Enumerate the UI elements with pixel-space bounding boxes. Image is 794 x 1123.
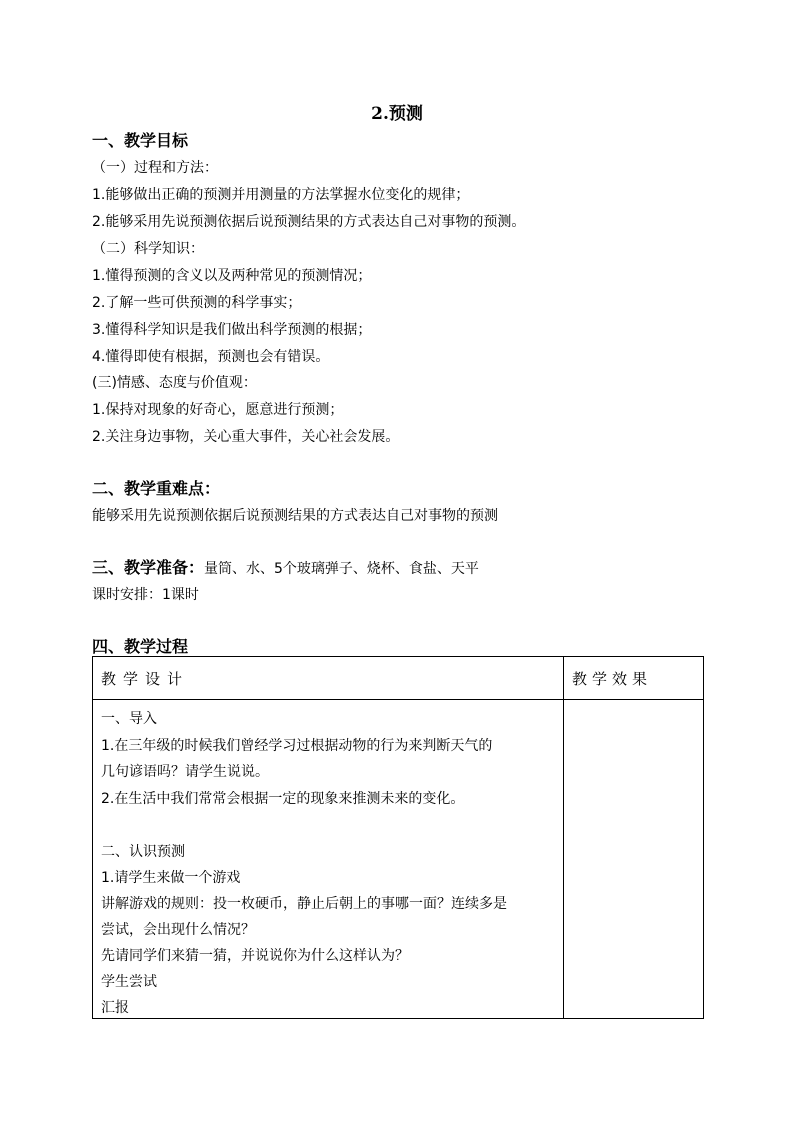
header-effect-label: 教学效果	[572, 670, 653, 688]
objectives-sub-knowledge: （二）科学知识：	[92, 241, 204, 257]
objectives-item: 2.能够采用先说预测依据后说预测结果的方式表达自己对事物的预测。	[92, 214, 526, 230]
design-line: 一、导入	[101, 711, 157, 727]
table-row	[93, 700, 704, 1019]
objectives-sub-attitude: (三)情感、态度与价值观：	[92, 375, 257, 391]
design-line: 1.在三年级的时候我们曾经学习过根据动物的行为来判断天气的	[101, 738, 493, 754]
section-process-heading: 四、教学过程	[92, 637, 189, 656]
design-line: 先请同学们来猜一猜，并说说你为什么这样认为？	[101, 948, 409, 964]
objectives-item: 3.懂得科学知识是我们做出科学预测的根据；	[92, 322, 372, 338]
objectives-sub-process: （一）过程和方法：	[92, 160, 218, 176]
section-preparation-heading	[92, 555, 479, 578]
design-line: 几句谚语吗？请学生说说。	[101, 764, 269, 780]
objectives-item: 2.了解一些可供预测的科学事实；	[92, 295, 302, 311]
keypoints-content: 能够采用先说预测依据后说预测结果的方式表达自己对事物的预测	[92, 508, 498, 524]
design-line: 1.请学生来做一个游戏	[101, 870, 241, 886]
table-header-row	[93, 657, 704, 700]
process-table	[92, 656, 704, 1019]
design-line: 学生尝试	[101, 974, 157, 990]
design-line: 讲解游戏的规则：投一枚硬币，静止后朝上的事哪一面？连续多是	[101, 896, 507, 912]
effect-content-cell	[564, 700, 704, 1019]
design-line: 2.在生活中我们常常会根据一定的现象来推测未来的变化。	[101, 791, 465, 807]
header-design-cell	[93, 657, 564, 700]
header-effect-cell	[564, 657, 704, 700]
objectives-item: 1.保持对现象的好奇心，愿意进行预测；	[92, 402, 344, 418]
objectives-item: 2.关注身边事物，关心重大事件，关心社会发展。	[92, 429, 400, 445]
design-line: 尝试，会出现什么情况？	[101, 922, 255, 938]
preparation-label: 三、教学准备：	[92, 558, 205, 577]
objectives-item: 1.懂得预测的含义以及两种常见的预测情况；	[92, 268, 372, 284]
section-keypoints-heading: 二、教学重难点：	[92, 479, 221, 498]
header-design-label: 教学设计	[101, 670, 190, 688]
objectives-item: 4.懂得即使有根据，预测也会有错误。	[92, 349, 330, 365]
schedule-line: 课时安排：1课时	[92, 587, 199, 603]
design-line: 汇报	[101, 1000, 129, 1016]
preparation-content: 量筒、水、5个玻璃弹子、烧杯、食盐、天平	[204, 561, 479, 577]
objectives-item: 1.能够做出正确的预测并用测量的方法掌握水位变化的规律；	[92, 187, 470, 203]
section-objectives-heading: 一、教学目标	[92, 131, 189, 150]
page-title: 2.预测	[371, 104, 423, 124]
design-content-cell	[93, 700, 564, 1019]
design-line: 二、认识预测	[101, 844, 185, 860]
